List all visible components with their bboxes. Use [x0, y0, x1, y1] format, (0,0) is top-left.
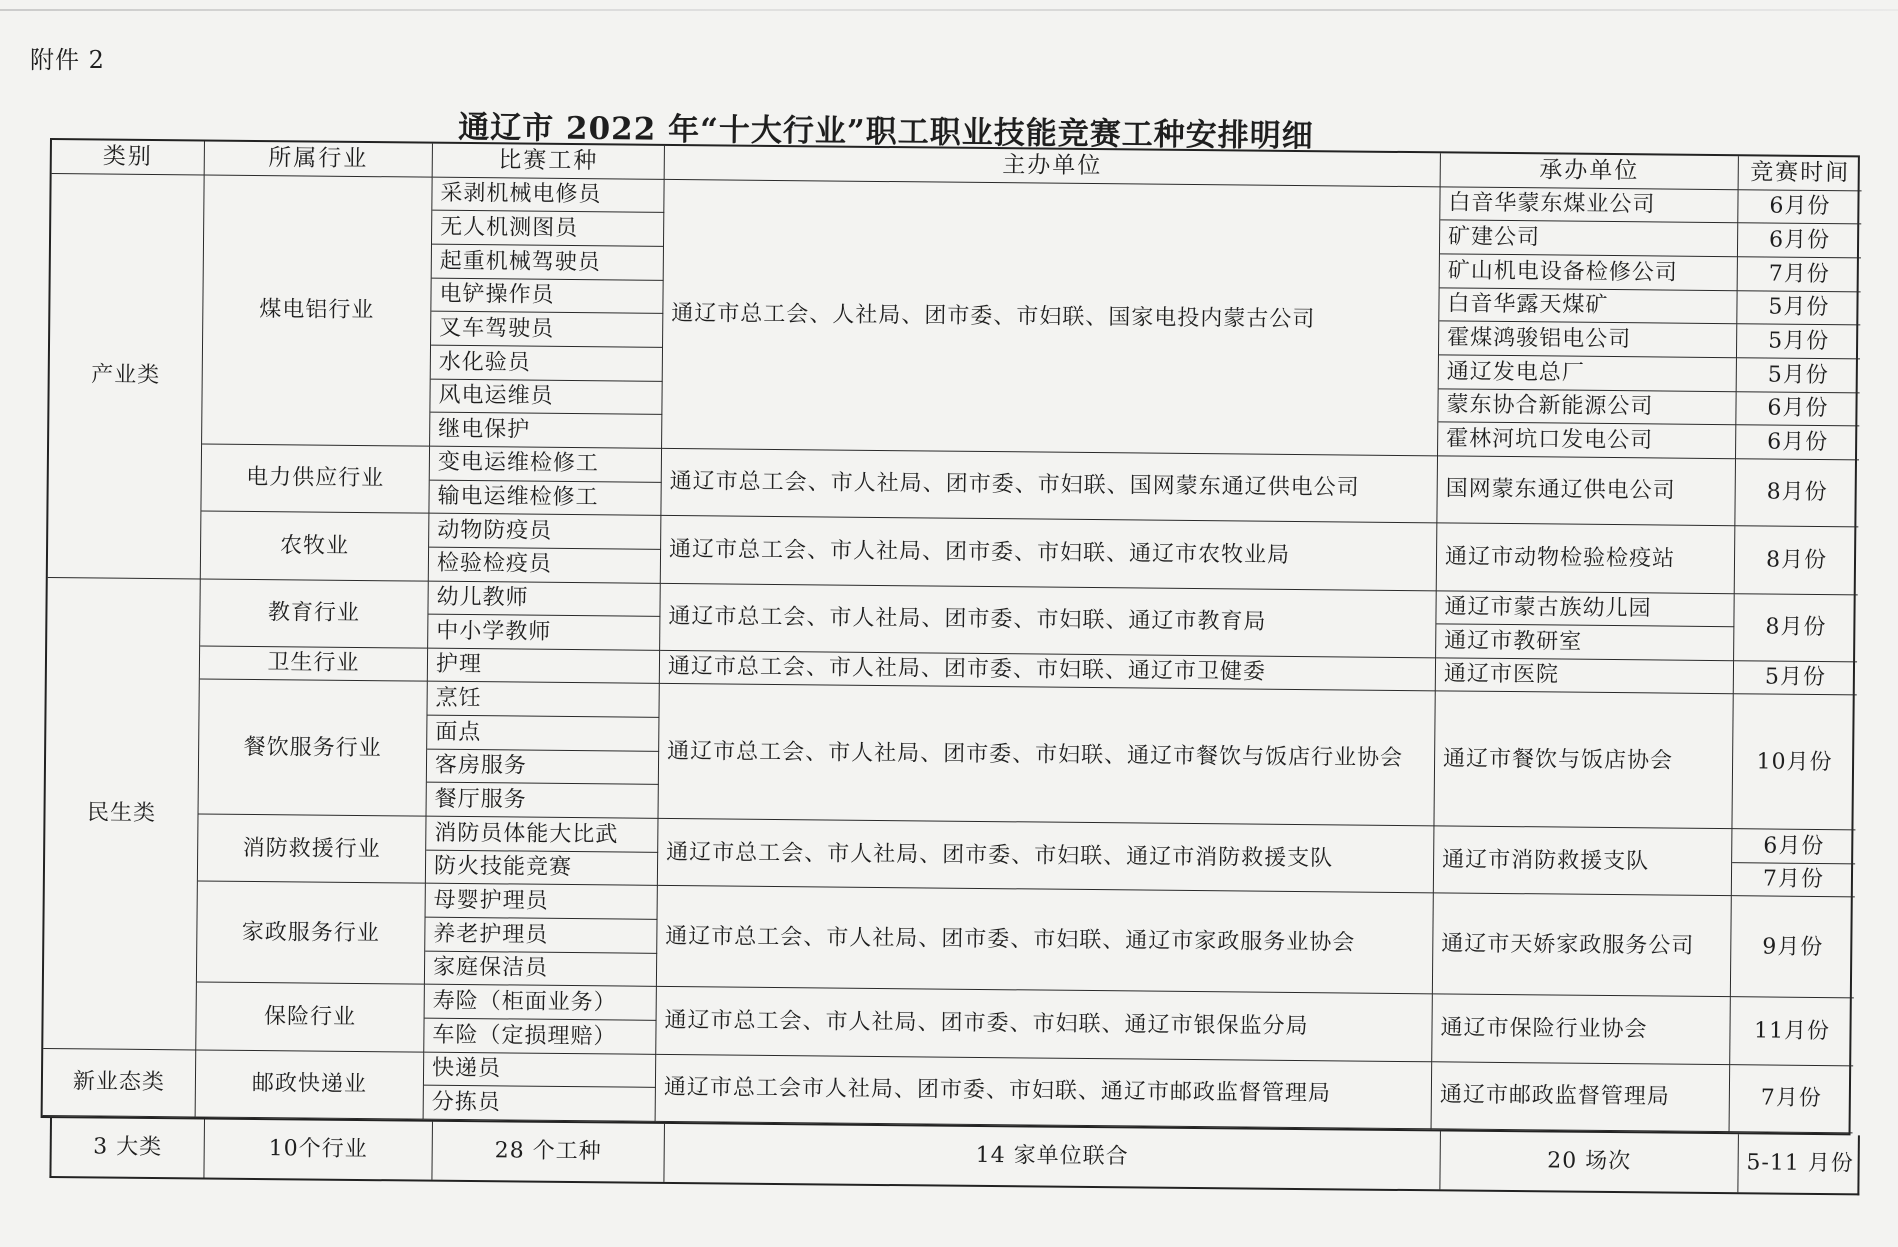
job-cell: 检验检疫员: [429, 548, 661, 584]
industry-cell: 保险行业: [196, 983, 425, 1052]
total-industry: 10个行业: [204, 1119, 433, 1179]
total-time: 5-11 月份: [1746, 1150, 1854, 1177]
host-cell: 通辽市教研室: [1436, 625, 1734, 661]
job-cell: 起重机械驾驶员: [432, 245, 664, 281]
organizer-cell: 通辽市总工会、人社局、团市委、市妇联、国家电投内蒙古公司: [662, 180, 1441, 457]
host-cell: 通辽市消防救援支队: [1434, 826, 1733, 896]
time-cell: 6月份: [1736, 392, 1859, 427]
job-cell: 幼儿教师: [428, 581, 660, 617]
job-cell: 烹饪: [427, 682, 659, 718]
job-cell: 防火技能竞赛: [426, 850, 658, 886]
host-cell: 蒙东协合新能源公司: [1438, 389, 1736, 426]
time-cell: 5月份: [1737, 291, 1860, 326]
job-cell: 寿险（柜面业务）: [425, 985, 657, 1021]
job-cell: 水化验员: [431, 346, 663, 382]
header-host: 承办单位: [1441, 153, 1739, 189]
time-cell: 10月份: [1732, 695, 1856, 831]
scan-edge-line: [0, 9, 1898, 11]
job-cell: 客房服务: [427, 749, 659, 785]
organizer-cell: 通辽市总工会、市人社局、团市委、市妇联、通辽市餐饮与饭店行业协会: [658, 684, 1435, 826]
time-cell: 6月份: [1738, 190, 1861, 225]
time-cell: 6月份: [1736, 425, 1859, 460]
host-cell: 矿建公司: [1440, 221, 1738, 258]
header-category: 类别: [52, 140, 205, 175]
time-cell: 8月份: [1735, 526, 1859, 594]
host-cell: 通辽市动物检验检疫站: [1437, 524, 1736, 594]
host-cell: 霍林河坑口发电公司: [1438, 423, 1736, 460]
job-cell: 采剥机械电修员: [432, 177, 664, 213]
job-cell: 动物防疫员: [429, 514, 661, 550]
time-cell: 5月份: [1734, 661, 1857, 696]
category-cell: 产业类: [48, 174, 205, 579]
host-cell: 通辽市蒙古族幼儿园: [1436, 591, 1734, 628]
attachment-label: 附件 2: [30, 46, 105, 74]
job-cell: 电铲操作员: [431, 278, 663, 314]
category-cell: 民生类: [43, 578, 201, 1051]
host-cell: 通辽市餐饮与饭店协会: [1434, 692, 1733, 829]
industry-cell: 煤电铝行业: [202, 175, 433, 446]
job-cell: 护理: [428, 648, 660, 684]
organizer-cell: 通辽市总工会、市人社局、团市委、市妇联、通辽市家政服务业协会: [657, 886, 1434, 994]
job-cell: 快递员: [424, 1052, 656, 1088]
host-cell: 通辽市天娇家政服务公司: [1433, 894, 1732, 998]
job-cell: 无人机测图员: [432, 211, 664, 247]
time-cell: 11月份: [1730, 998, 1854, 1066]
time-cell: 7月份: [1732, 863, 1855, 898]
header-time: 竞赛时间: [1739, 156, 1862, 191]
job-cell: 餐厅服务: [427, 783, 659, 819]
job-cell: 分拣员: [424, 1086, 656, 1122]
document-title: 通辽市 2022 年“十大行业”职工职业技能竞赛工种安排明细: [458, 109, 1314, 155]
organizer-cell: 通辽市总工会、市人社局、团市委、市妇联、通辽市农牧业局: [661, 516, 1438, 591]
category-cell: 新业态类: [43, 1049, 197, 1118]
time-cell: 6月份: [1732, 829, 1855, 864]
job-cell: 母婴护理员: [426, 884, 658, 920]
header-industry: 所属行业: [205, 141, 433, 177]
organizer-cell: 通辽市总工会、市人社局、团市委、市妇联、国网蒙东通辽供电公司: [661, 449, 1438, 524]
organizer-cell: 通辽市总工会市人社局、团市委、市妇联、通辽市邮政监督管理局: [656, 1055, 1433, 1130]
industry-cell: 餐饮服务行业: [199, 680, 428, 817]
total-category: 3 大类: [51, 1118, 205, 1177]
job-cell: 养老护理员: [425, 918, 657, 954]
organizer-cell: 通辽市总工会、市人社局、团市委、市妇联、通辽市教育局: [660, 583, 1437, 658]
host-cell: 通辽发电总厂: [1439, 355, 1737, 392]
job-cell: 中小学教师: [428, 615, 660, 651]
job-cell: 继电保护: [430, 413, 662, 449]
host-cell: 霍煤鸿骏铝电公司: [1439, 322, 1737, 359]
schedule-table: [41, 138, 1860, 1135]
host-cell: 白音华露天煤矿: [1439, 288, 1737, 325]
job-cell: 风电运维员: [430, 379, 662, 415]
industry-cell: 电力供应行业: [201, 444, 430, 513]
header-job: 比赛工种: [433, 144, 665, 180]
time-cell: 5月份: [1737, 324, 1860, 359]
organizer-cell: 通辽市总工会、市人社局、团市委、市妇联、通辽市银保监分局: [656, 987, 1433, 1062]
job-cell: 变电运维检修工: [430, 447, 662, 483]
host-cell: 通辽市医院: [1436, 658, 1734, 695]
industry-cell: 消防救援行业: [198, 815, 427, 884]
job-cell: 面点: [427, 716, 659, 752]
industry-cell: 邮政快递业: [196, 1050, 425, 1119]
host-cell: 通辽市邮政监督管理局: [1432, 1062, 1731, 1132]
industry-cell: 家政服务行业: [197, 882, 426, 985]
time-cell: 5月份: [1737, 358, 1860, 393]
header-organizer: 主办单位: [665, 146, 1441, 187]
time-cell: 9月份: [1731, 897, 1855, 999]
host-cell: 矿山机电设备检修公司: [1440, 254, 1738, 291]
time-cell: 7月份: [1730, 1065, 1854, 1133]
industry-cell: 卫生行业: [200, 646, 428, 682]
industry-cell: 教育行业: [200, 579, 429, 648]
industry-cell: 农牧业: [201, 512, 430, 581]
time-cell: 8月份: [1735, 459, 1859, 527]
total-host: 20 场次: [1440, 1131, 1739, 1192]
time-cell: 7月份: [1738, 257, 1861, 292]
job-cell: 消防员体能大比武: [426, 817, 658, 853]
job-cell: 输电运维检修工: [429, 480, 661, 516]
host-cell: 国网蒙东通辽供电公司: [1437, 456, 1736, 526]
job-cell: 车险（定损理赔）: [424, 1019, 656, 1055]
total-organizer: 14 家单位联合: [664, 1124, 1441, 1189]
organizer-cell: 通辽市总工会、市人社局、团市委、市妇联、通辽市卫健委: [660, 651, 1436, 692]
job-cell: 叉车驾驶员: [431, 312, 663, 348]
host-cell: 白音华蒙东煤业公司: [1440, 187, 1738, 224]
host-cell: 通辽市保险行业协会: [1432, 995, 1731, 1065]
job-cell: 家庭保洁员: [425, 951, 657, 987]
total-job: 28 个工种: [432, 1122, 665, 1182]
time-cell: 6月份: [1738, 224, 1861, 259]
time-cell: 8月份: [1734, 594, 1858, 662]
organizer-cell: 通辽市总工会、市人社局、团市委、市妇联、通辽市消防救援支队: [658, 819, 1435, 894]
